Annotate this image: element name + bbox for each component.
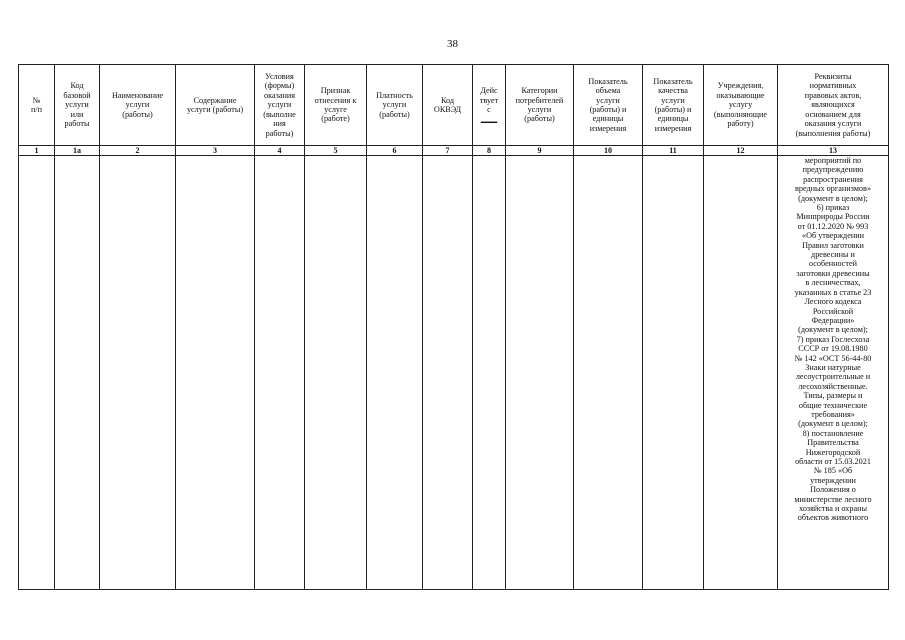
column-number: 12 [704,146,778,156]
header-num: № п/п [19,65,55,146]
header-institutions: Учреждения, оказывающие услугу (выполняющие работу) [704,65,778,146]
header-volume: Показатель объема услуги (работы) и единицы измерения [574,65,643,146]
header-valid-from-label: Дейс твует с [479,86,499,114]
column-number: 3 [176,146,255,156]
cell-empty [367,156,423,590]
cell-empty [305,156,367,590]
column-number: 13 [778,146,889,156]
cell-empty [473,156,506,590]
header-quality: Показатель качества услуги (работы) и единицы измерения [643,65,704,146]
page-number: 38 [447,38,458,50]
header-service-content: Содержание услуги (работы) [176,65,255,146]
column-number: 1а [55,146,100,156]
column-number: 9 [506,146,574,156]
column-number: 1 [19,146,55,156]
header-service-name: Наименование услуги (работы) [100,65,176,146]
cell-empty [255,156,305,590]
cell-empty [176,156,255,590]
column-number: 11 [643,146,704,156]
header-base-code: Код базовой услуги или работы [55,65,100,146]
cell-empty [55,156,100,590]
cell-empty [100,156,176,590]
cell-empty [574,156,643,590]
header-valid-from-blank: ____ [480,114,498,124]
header-row [19,65,889,146]
header-attribute: Признак отнесения к услуге (работе) [305,65,367,146]
column-number: 8 [473,146,506,156]
cell-empty [704,156,778,590]
column-number: 10 [574,146,643,156]
column-number: 4 [255,146,305,156]
header-legal-acts: Реквизиты нормативных правовых актов, являющихся основанием для оказания услуги (выполнения работы) [778,65,889,146]
cell-empty [19,156,55,590]
header-consumers: Категории потребителей услуги (работы) [506,65,574,146]
cell-empty [506,156,574,590]
column-number: 6 [367,146,423,156]
header-conditions: Условия (формы) оказания услуги (выполне ния работы) [255,65,305,146]
service-registry-table [18,64,889,590]
column-number-row [19,146,889,156]
column-number: 5 [305,146,367,156]
header-okved: Код ОКВЭД [423,65,473,146]
cell-empty [643,156,704,590]
legal-acts-text: мероприятий по предупреждению распространения вредных организмов» (документ в целом); 6) приказ Минприроды России от 01.12.2020 № 993 «Об утверждении Правил заготовки древесины и особенностей заготовки древесины в лесничествах, указанных в статье 23 Лесного кодекса Российской Федерации» (документ в целом); 7) приказ Гослесхоза СССР от 19.08.1980 № 142 «ОСТ 56-44-80 Знаки натурные лесоустроительные и лесохозяйственные. Типы, размеры и общие технические требования» (документ в целом); 8) постановление Правительства Нижегородской области от 15.03.2021 № 185 «Об утверждении Положения о министерстве лесного хозяйства и охраны объектов животного [778,156,889,590]
table-row [19,156,889,590]
header-valid-from [473,65,506,146]
column-number: 7 [423,146,473,156]
column-number: 2 [100,146,176,156]
cell-empty [423,156,473,590]
header-payment: Платность услуги (работы) [367,65,423,146]
